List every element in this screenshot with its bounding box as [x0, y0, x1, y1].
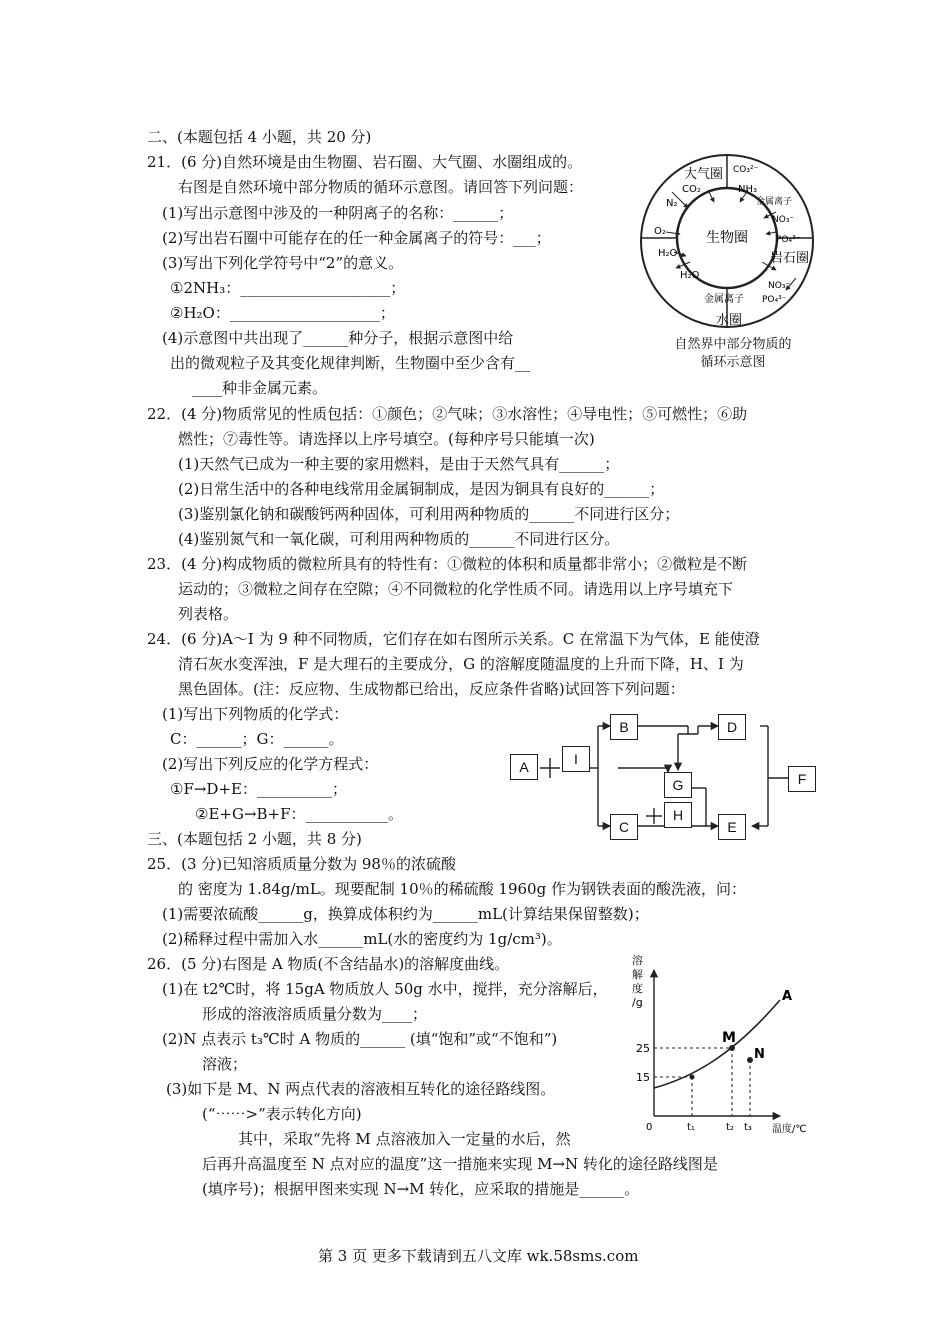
q21-part4-end: ____种非金属元素。: [192, 379, 328, 397]
q22-part3: (3)鉴别氯化钠和碳酸钙两种固体，可利用两种物质的______不同进行区分；: [178, 505, 680, 523]
q23-stem-end: 列表格。: [178, 605, 239, 623]
q24-part2: (2)写出下列反应的化学方程式：: [162, 755, 379, 773]
q26-part3-text: 其中，采取“先将 M 点溶液加入一定量的水后，然: [238, 1130, 571, 1148]
q26-part3: (3)如下是 M、N 两点代表的溶液相互转化的途径路线图。: [166, 1080, 556, 1098]
cycle-metal-ion-bottom: 金属离子: [704, 294, 744, 305]
q24-part2-a: ①F→D+E：__________；: [170, 780, 347, 798]
q24-part1: (1)写出下列物质的化学式：: [162, 705, 349, 723]
relation-diagram: [470, 706, 820, 856]
box-b: B: [610, 714, 638, 740]
q24-stem-cont: 清石灰水变浑浊，F 是大理石的主要成分，G 的溶解度随温度的上升而下降，H、I 为: [178, 655, 744, 673]
q25-part2: (2)稀释过程中需加入水______mL(水的密度约为 1g/cm³)。: [162, 930, 562, 948]
q24-stem-end: 黑色固体。(注：反应物、生成物都已给出，反应条件省略)试回答下列问题：: [178, 680, 685, 698]
ylabel-1: 溶: [632, 954, 643, 967]
cycle-metal-ion-top: 金属离子: [756, 197, 793, 207]
cycle-co2: CO₂: [682, 184, 701, 195]
xtick-t1: t₁: [687, 1122, 695, 1133]
cycle-nh3: NH₃: [738, 184, 758, 195]
ylabel-4: /g: [632, 996, 643, 1009]
cycle-caption: [648, 336, 818, 372]
cycle-caption-line2: 循环示意图: [700, 355, 766, 370]
ytick-25: 25: [636, 1042, 650, 1055]
cycle-n2: N₂: [666, 198, 678, 209]
q26-part1-cont: 形成的溶液溶质质量分数为____；: [202, 1005, 428, 1023]
cycle-no3-bottom: NO₃⁻: [768, 281, 791, 291]
solubility-curve: [654, 1000, 780, 1088]
cycle-no3-top: NO₃⁻: [772, 215, 795, 225]
q24-stem: 24．(6 分)A～I 为 9 种不同物质，它们存在如右图所示关系。C 在常温下为气体，E 能使澄: [147, 630, 760, 648]
q21-part4: (4)示意图中共出现了______种分子，根据示意图中给: [162, 329, 514, 347]
q24-part1-answer: C：______；G：______。: [170, 730, 344, 748]
q21-part4-cont: 出的微观粒子及其变化规律判断，生物圈中至少含有__: [170, 354, 531, 372]
q26-part3-note: (“⋯⋯>”表示转化方向): [202, 1105, 362, 1123]
cycle-label-lithosphere: 岩石圈: [770, 251, 810, 266]
box-d: D: [718, 714, 746, 740]
cycle-caption-line1: 自然界中部分物质的: [674, 337, 792, 352]
label-n: N: [754, 1047, 765, 1062]
cycle-h2o-bottom: H₂O: [680, 270, 700, 281]
box-e: E: [718, 814, 746, 840]
box-g: G: [664, 772, 692, 798]
q25-part1: (1)需要浓硫酸______g，换算成体积约为______mL(计算结果保留整数)；: [162, 905, 649, 923]
curve-label-a: A: [782, 989, 793, 1004]
label-m: M: [722, 1030, 736, 1046]
q26-part3-text-cont: 后再升高温度至 N 点对应的温度”这一措施来实现 M→N 转化的途径路线图是: [202, 1155, 718, 1173]
q21-part2: (2)写出岩石圈中可能存在的任一种金属离子的符号：___；: [162, 229, 551, 247]
q26-stem: 26．(5 分)右图是 A 物质(不含结晶水)的溶解度曲线。: [147, 955, 510, 973]
cycle-diagram: [636, 150, 818, 332]
cycle-label-hydrosphere: 水圈: [716, 313, 743, 328]
cycle-label-atmosphere: 大气圈: [684, 167, 724, 182]
q26-part3-text-end: (填序号)；根据甲图来实现 N→M 转化，应采取的措施是______。: [202, 1180, 640, 1198]
box-a: A: [510, 754, 538, 780]
q22-part4: (4)鉴别氮气和一氧化碳，可利用两种物质的______不同进行区分。: [178, 530, 620, 548]
q26-part2: (2)N 点表示 t₃℃时 A 物质的______ (填“饱和”或“不饱和”): [162, 1030, 558, 1048]
box-c: C: [610, 814, 638, 840]
origin-label: 0: [646, 1122, 653, 1133]
ytick-15: 15: [636, 1071, 650, 1084]
q25-stem: 25．(3 分)已知溶质质量分数为 98％的浓硫酸: [147, 855, 456, 873]
q21-part3: (3)写出下列化学符号中“2”的意义。: [162, 254, 404, 272]
point-n: [747, 1057, 753, 1063]
xtick-t2: t₂: [726, 1122, 734, 1133]
ylabel-3: 度: [632, 982, 643, 995]
cycle-po4-bottom: PO₄³⁻: [762, 295, 787, 305]
q25-stem-cont: 的 密度为 1.84g/mL。现要配制 10％的稀硫酸 1960g 作为钢铁表面的酸洗液，问：: [178, 880, 746, 898]
q21-intro: 右图是自然环境中部分物质的循环示意图。请回答下列问题：: [178, 178, 584, 196]
xtick-t3: t₃: [744, 1122, 752, 1133]
box-h: H: [664, 802, 692, 828]
cycle-h2o-left: H₂O: [658, 248, 678, 259]
cycle-po4-top: PO₄³⁻: [776, 235, 801, 245]
q23-stem: 23．(4 分)构成物质的微粒所具有的特性有：①微粒的体积和质量都非常小；②微粒是不断: [147, 555, 748, 573]
q26-part1: (1)在 t2℃时，将 15gA 物质放人 50g 水中，搅拌，充分溶解后，: [162, 980, 608, 998]
page-footer: 第 3 页 更多下载请到五八文库 wk.58sms.com: [318, 1247, 639, 1265]
q22-part2: (2)日常生活中的各种电线常用金属铜制成，是因为铜具有良好的______；: [178, 480, 665, 498]
cycle-label-biosphere: 生物圈: [706, 230, 748, 246]
q21-part3-a: ①2NH₃：____________________；: [170, 279, 406, 297]
box-f: F: [788, 766, 816, 792]
q21-part3-b: ②H₂O：____________________；: [170, 304, 395, 322]
q23-stem-cont: 运动的；③微粒之间存在空隙；④不同微粒的化学性质不同。请选用以上序号填充下: [178, 580, 734, 598]
cycle-o2: O₂: [654, 226, 666, 237]
ylabel-2: 解: [632, 968, 643, 981]
q26-part2-cont: 溶液；: [202, 1055, 248, 1073]
q21-part1: (1)写出示意图中涉及的一种阴离子的名称：______；: [162, 204, 514, 222]
solubility-chart: [630, 950, 820, 1140]
xlabel: 温度/℃: [772, 1124, 807, 1135]
q22-part1: (1)天然气已成为一种主要的家用燃料，是由于天然气具有______；: [178, 455, 620, 473]
section-three-heading: 三、(本题包括 2 小题，共 8 分): [147, 830, 362, 848]
q24-part2-b: ②E+G→B+F：___________。: [195, 805, 404, 823]
cycle-ion-co3: CO₃²⁻: [733, 165, 759, 175]
q21-stem: 21．(6 分)自然环境是由生物圈、岩石圈、大气圈、水圈组成的。: [147, 153, 583, 171]
q22-stem-cont: 燃性；⑦毒性等。请选择以上序号填空。(每种序号只能填一次): [178, 430, 595, 448]
q22-stem: 22．(4 分)物质常见的性质包括：①颜色；②气味；③水溶性；④导电性；⑤可燃性；⑥助: [147, 405, 748, 423]
section-two-heading: 二、(本题包括 4 小题，共 20 分): [147, 128, 372, 146]
box-i: I: [562, 746, 590, 772]
